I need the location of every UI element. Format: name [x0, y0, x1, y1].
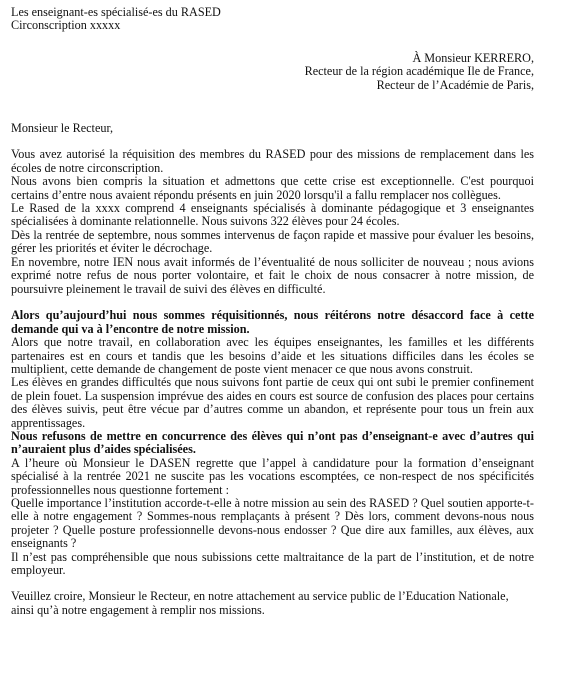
paragraph-gap [11, 296, 534, 309]
letter-page [11, 6, 534, 617]
sender-line: Les enseignant-es spécialisé-es du RASED [11, 5, 221, 19]
bold-statement: Alors qu’aujourd’hui nous sommes réquisitionnés, nous réitérons notre désaccord face à cette demande qui va à l’encontre de notre mission. [11, 308, 534, 336]
recipient-block [11, 52, 534, 92]
paragraph: Le Rased de la xxxx comprend 4 enseignants spécialisés à dominante pédagogique et 3 enseignantes spécialisées à dominante relationnelle. Nous suivons 322 élèves pour 24 écoles. [11, 201, 534, 229]
bold-statement: Nous refusons de mettre en concurrence des élèves qui n’ont pas d’enseignant-e avec d’autres qui n’auraient plus d’aides spécialisées. [11, 428, 534, 457]
letter-body [11, 148, 534, 577]
sender-line: Circonscription xxxxx [11, 18, 121, 33]
paragraph: A l’heure où Monsieur le DASEN regrette que l’appel à candidature pour la formation d’enseignant spécialisé à la rentrée 2021 ne suscite pas les vocations escomptées, ce non-respect de nos spécificités professionnelles nous questionne fortement : [11, 455, 534, 497]
sender-block [11, 6, 534, 33]
paragraph: Les élèves en grandes difficultés que nous suivons font partie de ceux qui ont subi le premier confinement de plein fouet. La suspension imprévue des aides en cours est source de confusion des places pour certains des élèves suivis, peut être vécue par d’autres comme un abandon, et représente pour tous un frein aux apprentissages. [11, 375, 534, 430]
paragraph: Dès la rentrée de septembre, nous sommes intervenus de façon rapide et massive pour évaluer les besoins, gérer les priorités et éviter le décrochage. [11, 227, 534, 256]
paragraph: Il n’est pas compréhensible que nous subissions cette maltraitance de la part de l’institution, et de notre employeur. [11, 549, 534, 578]
recipient-line: Recteur de l’Académie de Paris, [376, 77, 534, 92]
paragraph: En novembre, notre IEN nous avait informés de l’éventualité de nous solliciter de nouveau ; nous avions exprimé notre refus de nous porter volontaire, et fait le choix de nous consacrer à notre mission, de poursuivre pleinement le travail de suivi des élèves en difficulté. [11, 254, 534, 296]
paragraph: Vous avez autorisé la réquisition des membres du RASED pour des missions de remplacement dans les écoles de notre circonscription. [11, 147, 534, 175]
paragraph: Nous avons bien compris la situation et admettons que cette crise est exceptionnelle. C'est pourquoi certains d’entre nous avaient répondu présents en juin 2020 lorsqu'il a fallu remplacer nos collègues. [11, 174, 534, 202]
salutation: Monsieur le Recteur, [11, 121, 114, 136]
paragraph: Alors que notre travail, en collaboration avec les équipes enseignantes, les familles et les différents partenaires est en cours et tandis que les besoins d’aide et les situations difficiles dans les écoles se multiplient, cette demande de changement de poste vient menacer ce que nous avons construit. [11, 335, 534, 376]
recipient-line: À Monsieur KERRERO, [412, 50, 534, 65]
paragraph: Quelle importance l’institution accorde-t-elle à notre mission au sein des RASED ? Quel soutien apporte-t-elle à notre engagement ? Sommes-nous remplaçants à présent ? Dès lors, comment devons-nous nous projeter ? Quelle posture professionnelle devons-nous endosser ? Que dire aux familles, aux élèves, aux enseignants ? [11, 495, 534, 551]
recipient-line: Recteur de la région académique Ile de France, [304, 64, 534, 79]
closing-paragraph: Veuillez croire, Monsieur le Recteur, en notre attachement au service public de l’Education Nationale, ainsi qu’à notre engagement à remplir nos missions. [11, 589, 509, 617]
